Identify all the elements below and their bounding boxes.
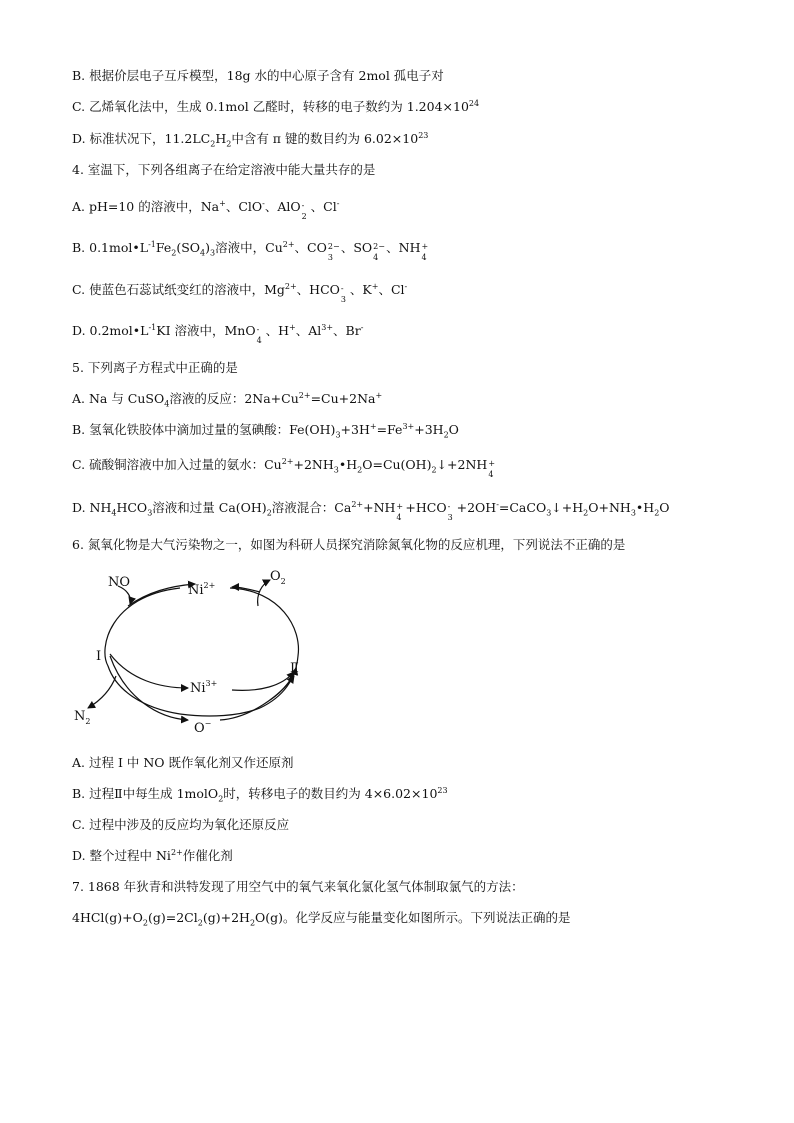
q6-option-a: A. 过程 I 中 NO 既作氧化剂又作还原剂 [72, 755, 294, 770]
q6-option-b: B. 过程Ⅱ中每生成 1molO$_2$时，转移电子的数目约为 $4\times 6.02\times 10^{23}$ [72, 785, 448, 804]
q7-equation: $4HCl(g)+O_2(g)=2Cl_2(g)+2H_2O(g)$。化学反应与能量变化如图所示。下列说法正确的是 [72, 910, 571, 928]
arrow-i-to-ni3 [110, 654, 188, 688]
q3-option-d: D. 标准状况下，$11.2LC_2H_2$中含有 π 键的数目约为 $6.02\times 10^{23}$ [72, 130, 429, 149]
label-no: NO [108, 575, 131, 590]
q4-option-b: B. $0.1mol•L^{-1}Fe_2(SO_4)_3$溶液中，$Cu^{2+}$、CO 2− 3 、SO 2− 4 、NH + 4 [72, 239, 429, 262]
cycle-arc-bottom [180, 708, 260, 716]
q5-option-d: D. $NH_4HCO_3$溶液和过量 $Ca(OH)_2$溶液混合：$Ca^{2+}+NH$ + 4 +HCO - 3 $+2OH^-=CaCO_3↓+H_2O+NH_3•H_2O$ [72, 499, 670, 522]
cycle-arc-left [105, 588, 180, 714]
q4-option-c: C. 使蓝色石蕊试纸变红的溶液中，$Mg^{2+}$、HCO - 3 、K+、Cl- [72, 281, 408, 304]
label-ni2: $Ni^{2+}$ [188, 581, 216, 598]
q5-stem: 5. 下列离子方程式中正确的是 [72, 360, 238, 375]
label-roman-2: Ⅱ [290, 661, 299, 676]
q3-option-b: B. 根据价层电子互斥模型，18g 水的中心原子含有 2mol 孤电子对 [72, 68, 444, 83]
n2-arrow [88, 676, 116, 708]
label-ominus: O− [194, 719, 212, 736]
label-n2: $N_2$ [74, 709, 91, 726]
q5-option-b: B. 氢氧化铁胶体中滴加过量的氢碘酸：$Fe(OH)_3+3H^+=Fe^{3+}+3H_2O$ [72, 421, 459, 440]
q5-option-a: A. Na 与 CuSO$_4$溶液的反应：$2Na+Cu^{2+}=Cu+2Na^+$ [72, 390, 383, 409]
q6-stem: 6. 氮氧化物是大气污染物之一，如图为科研人员探究消除氮氧化物的反应机理，下列说法不正确的是 [72, 537, 626, 552]
q4-option-d: D. $0.2mol•L^{-1}KI$ 溶液中，MnO - 4 、H+、$Al^{3+}$、Br- [72, 322, 364, 345]
q6-option-d: D. 整个过程中 $Ni^{2+}$作催化剂 [72, 847, 233, 863]
q3-option-c: C. 乙烯氧化法中，生成 0.1mol 乙醛时，转移的电子数约为 $1.204\times 10^{24}$ [72, 98, 480, 114]
q6-option-c: C. 过程中涉及的反应均为氧化还原反应 [72, 817, 290, 832]
q4-option-a: A. pH=10 的溶液中，Na+、ClO-、AlO - 2 、Cl- [72, 198, 340, 221]
o2-arrow [258, 580, 270, 606]
label-roman-1: I [96, 649, 102, 664]
q7-stem: 7. 1868 年狄青和洪特发现了用空气中的氧气来氧化氯化氢气体制取氯气的方法： [72, 879, 524, 894]
reaction-mechanism-diagram [70, 568, 330, 740]
q5-option-c: C. 硫酸铜溶液中加入过量的氨水：$Cu^{2+}+2NH_3•H_2O=Cu(OH)_2↓+2NH$ + 4 [72, 456, 496, 479]
label-ni3: $Ni^{3+}$ [190, 679, 218, 696]
cycle-arc-top-arrow [128, 584, 195, 606]
arrow-ominus-to-ii [220, 676, 294, 720]
q4-stem: 4. 室温下，下列各组离子在给定溶液中能大量共存的是 [72, 162, 376, 177]
label-o2: $O_2$ [270, 569, 286, 586]
